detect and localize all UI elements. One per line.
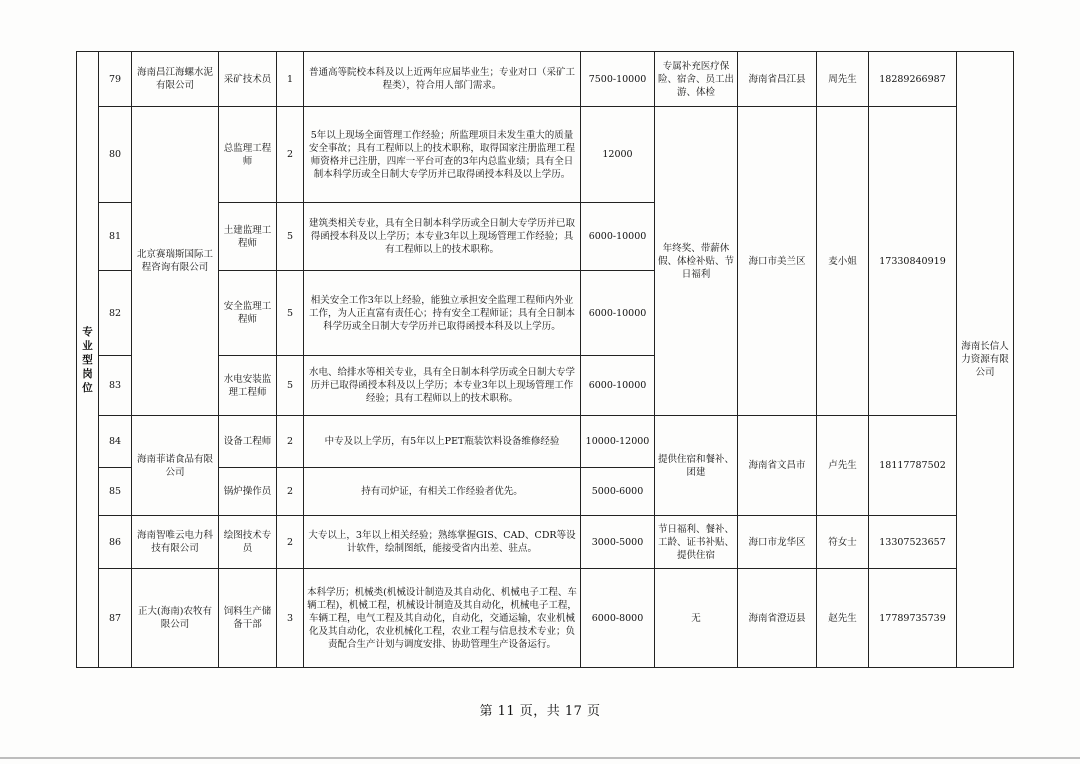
position-cell: 土建监理工程师 xyxy=(219,203,277,271)
position-cell: 总监理工程师 xyxy=(219,107,277,203)
phone-cell: 17789735739 xyxy=(869,569,957,668)
requirements-cell: 相关安全工作3年以上经验，能独立承担安全监理工程师内外业工作，为人正直富有责任心；持有安全工程师证；具有全日制本科学历或全日制大专学历并已取得函授本科及以上学历。 xyxy=(304,271,581,356)
requirements-cell: 普通高等院校本科及以上近两年应届毕业生；专业对口（采矿工程类），符合用人部门需求。 xyxy=(304,52,581,107)
salary-cell: 12000 xyxy=(581,107,655,203)
headcount-cell: 5 xyxy=(277,271,304,356)
contact-cell: 麦小姐 xyxy=(817,107,869,416)
row-number: 84 xyxy=(99,416,132,468)
position-cell: 安全监理工程师 xyxy=(219,271,277,356)
row-number: 85 xyxy=(99,468,132,516)
requirements-cell: 5年以上现场全面管理工作经验；所监理项目未发生重大的质量安全事故；具有工程师以上的技术职称，取得国家注册监理工程师资格并已注册，四库一平台可查的3年内总监业绩；具有全日制本科学历或全日制大专学历并已取得函授本科及以上学历。 xyxy=(304,107,581,203)
benefits-cell: 年终奖、带薪休假、体检补贴、节日福利 xyxy=(655,107,738,416)
table-row xyxy=(77,107,1014,203)
company-cell: 海南菲诺食品有限公司 xyxy=(132,416,219,516)
salary-cell: 3000-5000 xyxy=(581,516,655,569)
requirements-cell: 建筑类相关专业，具有全日制本科学历或全日制大专学历并已取得函授本科及以上学历；本专业3年以上现场管理工作经验；具有工程师以上的技术职称。 xyxy=(304,203,581,271)
benefits-cell: 专属补充医疗保险、宿舍、员工出游、体检 xyxy=(655,52,738,107)
position-cell: 水电安装监理工程师 xyxy=(219,356,277,416)
row-number: 87 xyxy=(99,569,132,668)
phone-cell: 18289266987 xyxy=(869,52,957,107)
table-row xyxy=(77,52,1014,107)
location-cell: 海口市龙华区 xyxy=(738,516,817,569)
salary-cell: 6000-10000 xyxy=(581,203,655,271)
headcount-cell: 2 xyxy=(277,416,304,468)
contact-cell: 符女士 xyxy=(817,516,869,569)
headcount-cell: 2 xyxy=(277,468,304,516)
table-row xyxy=(77,516,1014,569)
phone-cell: 18117787502 xyxy=(869,416,957,516)
row-number: 80 xyxy=(99,107,132,203)
row-number: 82 xyxy=(99,271,132,356)
salary-cell: 6000-10000 xyxy=(581,356,655,416)
category-cell: 专业型岗位 xyxy=(77,52,99,668)
company-cell: 海南智唯云电力科技有限公司 xyxy=(132,516,219,569)
benefits-cell: 提供住宿和餐补、团建 xyxy=(655,416,738,516)
headcount-cell: 1 xyxy=(277,52,304,107)
bottom-divider xyxy=(0,757,1080,759)
phone-cell: 17330840919 xyxy=(869,107,957,416)
salary-cell: 6000-10000 xyxy=(581,271,655,356)
position-cell: 绘图技术专员 xyxy=(219,516,277,569)
row-number: 86 xyxy=(99,516,132,569)
headcount-cell: 5 xyxy=(277,356,304,416)
location-cell: 海口市美兰区 xyxy=(738,107,817,416)
requirements-cell: 水电、给排水等相关专业，具有全日制本科学历或全日制大专学历并已取得函授本科及以上学历；本专业3年以上现场管理工作经验；具有工程师以上的技术职称。 xyxy=(304,356,581,416)
headcount-cell: 5 xyxy=(277,203,304,271)
location-cell: 海南省澄迈县 xyxy=(738,569,817,668)
requirements-cell: 本科学历；机械类(机械设计制造及其自动化、机械电子工程、车辆工程)，机械工程，机械设计制造及其自动化，机械电子工程，车辆工程，电气工程及其自动化，自动化，交通运输，农业机械化及其自动化，农业机械化工程，农业工程与信息技术专业；负责配合生产计划与调度安排、协助管理生产设备运行。 xyxy=(304,569,581,668)
table-row xyxy=(77,569,1014,668)
position-cell: 设备工程师 xyxy=(219,416,277,468)
agency-cell: 海南长信人力资源有限公司 xyxy=(957,52,1014,668)
contact-cell: 赵先生 xyxy=(817,569,869,668)
salary-cell: 5000-6000 xyxy=(581,468,655,516)
location-cell: 海南省文昌市 xyxy=(738,416,817,516)
row-number: 81 xyxy=(99,203,132,271)
salary-cell: 10000-12000 xyxy=(581,416,655,468)
benefits-cell: 无 xyxy=(655,569,738,668)
row-number: 83 xyxy=(99,356,132,416)
position-cell: 采矿技术员 xyxy=(219,52,277,107)
requirements-cell: 大专以上，3年以上相关经验；熟练掌握GIS、CAD、CDR等设计软件，绘制图纸，能接受省内出差、驻点。 xyxy=(304,516,581,569)
job-listing-table xyxy=(76,51,1014,668)
location-cell: 海南省昌江县 xyxy=(738,52,817,107)
row-number: 79 xyxy=(99,52,132,107)
company-cell: 海南昌江海螺水泥有限公司 xyxy=(132,52,219,107)
position-cell: 锅炉操作员 xyxy=(219,468,277,516)
headcount-cell: 3 xyxy=(277,569,304,668)
headcount-cell: 2 xyxy=(277,516,304,569)
table-row xyxy=(77,416,1014,468)
headcount-cell: 2 xyxy=(277,107,304,203)
company-cell: 正大(海南)农牧有限公司 xyxy=(132,569,219,668)
requirements-cell: 中专及以上学历，有5年以上PET瓶装饮料设备维修经验 xyxy=(304,416,581,468)
requirements-cell: 持有司炉证，有相关工作经验者优先。 xyxy=(304,468,581,516)
contact-cell: 周先生 xyxy=(817,52,869,107)
position-cell: 饲料生产储备干部 xyxy=(219,569,277,668)
company-cell: 北京赛瑞斯国际工程咨询有限公司 xyxy=(132,107,219,416)
page-footer: 第 11 页，共 17 页 xyxy=(479,704,601,719)
phone-cell: 13307523657 xyxy=(869,516,957,569)
contact-cell: 卢先生 xyxy=(817,416,869,516)
salary-cell: 6000-8000 xyxy=(581,569,655,668)
benefits-cell: 节日福利、餐补、工龄、证书补贴、提供住宿 xyxy=(655,516,738,569)
salary-cell: 7500-10000 xyxy=(581,52,655,107)
